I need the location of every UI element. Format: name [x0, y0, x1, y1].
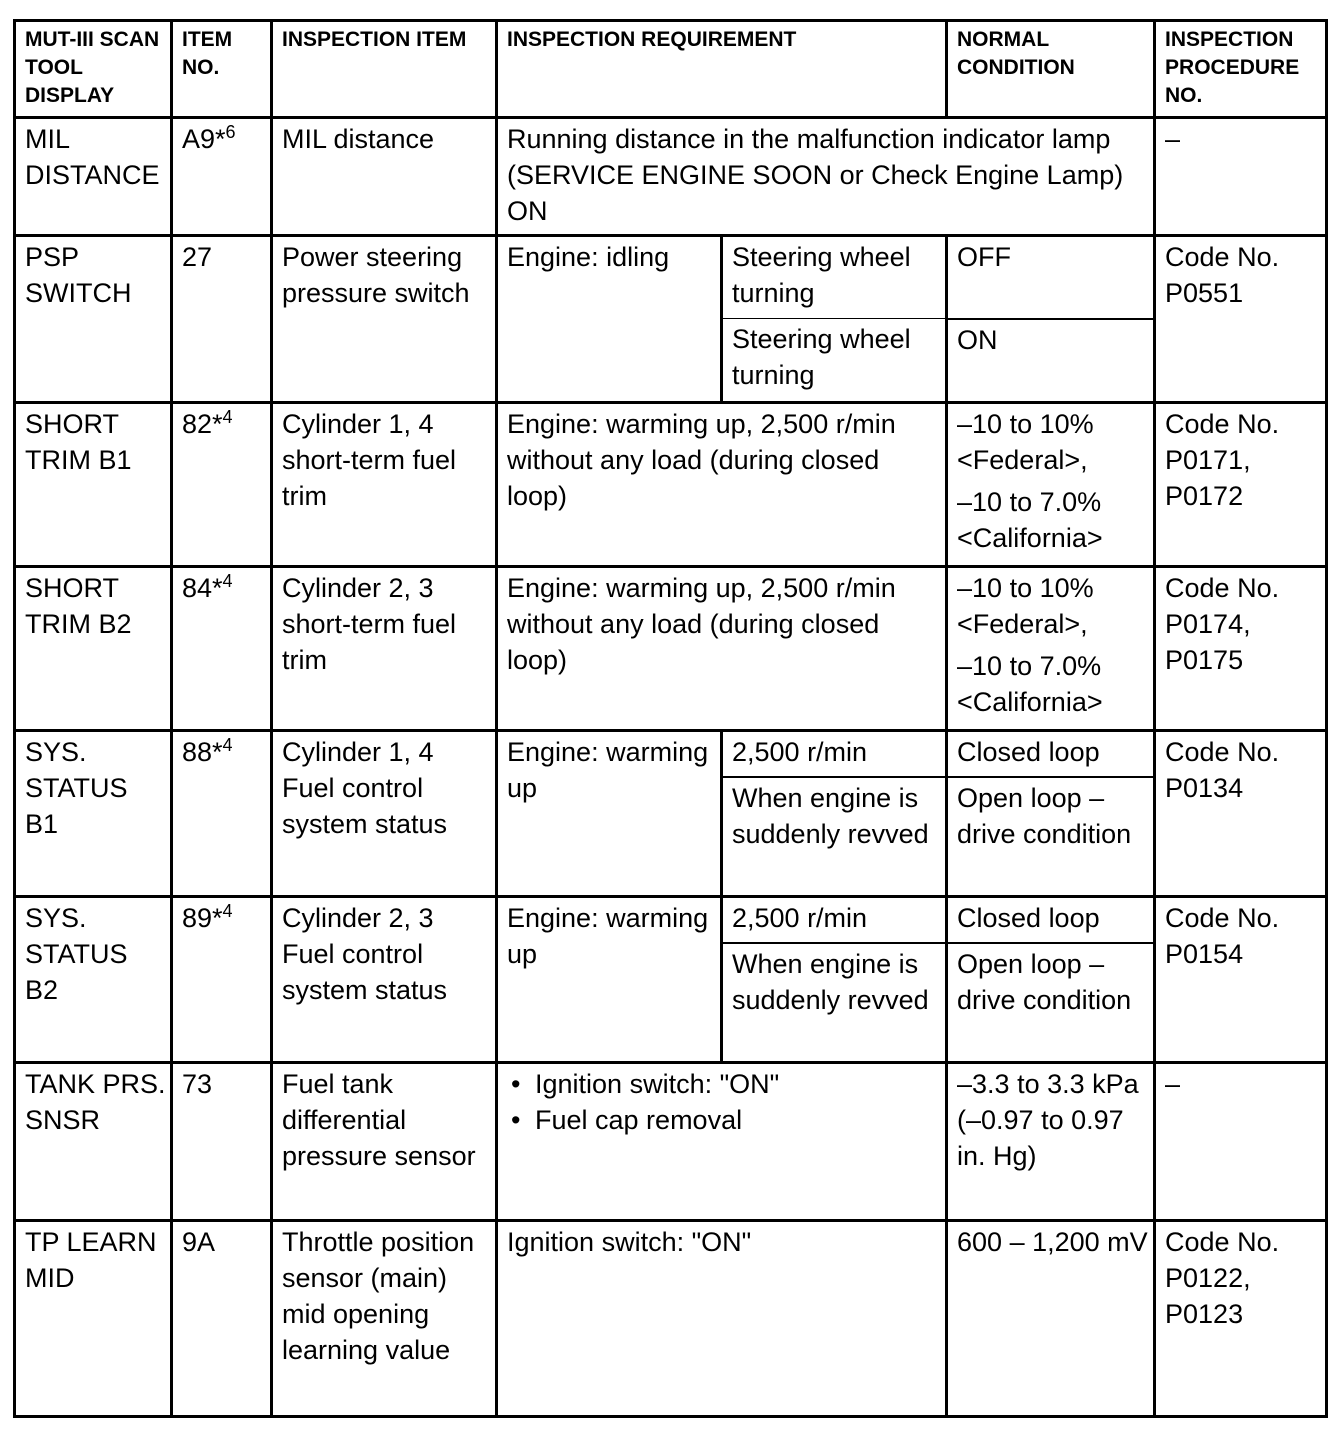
table-row: [15, 1221, 1327, 1417]
requirement-cell: Engine: warming up, 2,500 r/min without any load (during closed loop): [497, 403, 947, 567]
header-procedure-no: INSPECTION PROCEDURE NO.: [1155, 21, 1327, 118]
item-cell: Power steering pressure switch: [272, 236, 497, 403]
normal-cell: Closed loop: [947, 897, 1155, 943]
requirement-list: [507, 1066, 941, 1138]
header-item-no: ITEM NO.: [172, 21, 272, 118]
item-no-cell: A9*$^6$: [172, 118, 272, 236]
requirement-cell: Engine: idling: [497, 236, 722, 403]
inspection-table: [13, 19, 1328, 1418]
condition-cell: Steering wheel turning: [722, 319, 947, 403]
procedure-cell: –: [1155, 1063, 1327, 1221]
requirement-cell: [497, 1063, 947, 1221]
normal-line: –10 to 10% <Federal>,: [957, 573, 1094, 639]
header-inspection-requirement: INSPECTION REQUIREMENT: [497, 21, 947, 118]
display-cell: TANK PRS. SNSR: [15, 1063, 172, 1221]
header-inspection-item: INSPECTION ITEM: [272, 21, 497, 118]
display-cell: MIL DISTANCE: [15, 118, 172, 236]
procedure-cell: –: [1155, 118, 1327, 236]
item-cell: Cylinder 2, 3 Fuel control system status: [272, 897, 497, 1063]
list-item: • Fuel cap removal: [535, 1102, 941, 1138]
item-cell: Cylinder 1, 4 short-term fuel trim: [272, 403, 497, 567]
condition-cell: When engine is suddenly revved: [722, 777, 947, 897]
condition-cell: 2,500 r/min: [722, 897, 947, 943]
normal-cell: ON: [947, 319, 1155, 403]
procedure-cell: Code No. P0154: [1155, 897, 1327, 1063]
normal-line: –10 to 7.0% <California>: [957, 487, 1103, 553]
item-cell: MIL distance: [272, 118, 497, 236]
procedure-cell: Code No. P0551: [1155, 236, 1327, 403]
condition-cell: 2,500 r/min: [722, 731, 947, 777]
item-no-cell: 82*$^4$: [172, 403, 272, 567]
normal-cell: [947, 567, 1155, 731]
procedure-cell: Code No. P0171, P0172: [1155, 403, 1327, 567]
item-no-cell: 73: [172, 1063, 272, 1221]
header-normal-condition: NORMAL CONDITION: [947, 21, 1155, 118]
requirement-cell: Engine: warming up, 2,500 r/min without any load (during closed loop): [497, 567, 947, 731]
normal-cell: Closed loop: [947, 731, 1155, 777]
list-item: • Ignition switch: "ON": [535, 1066, 941, 1102]
table-row: [15, 897, 1327, 943]
normal-cell: Open loop – drive condition: [947, 777, 1155, 897]
table-row: [15, 731, 1327, 777]
normal-cell: Open loop – drive condition: [947, 943, 1155, 1063]
normal-cell: OFF: [947, 236, 1155, 319]
requirement-cell: Engine: warming up: [497, 731, 722, 897]
item-no-cell: 9A: [172, 1221, 272, 1417]
display-cell: SHORT TRIM B1: [15, 403, 172, 567]
condition-cell: When engine is suddenly revved: [722, 943, 947, 1063]
normal-cell: 600 – 1,200 mV: [947, 1221, 1155, 1417]
table-row: [15, 567, 1327, 731]
table-row: [15, 403, 1327, 567]
table-row: [15, 118, 1327, 236]
display-cell: PSP SWITCH: [15, 236, 172, 403]
item-cell: Cylinder 2, 3 short-term fuel trim: [272, 567, 497, 731]
item-no-cell: 27: [172, 236, 272, 403]
normal-cell: [947, 403, 1155, 567]
display-cell: SYS. STATUS B2: [15, 897, 172, 1063]
normal-cell: –3.3 to 3.3 kPa (–0.97 to 0.97 in. Hg): [947, 1063, 1155, 1221]
item-cell: Cylinder 1, 4 Fuel control system status: [272, 731, 497, 897]
table-row: [15, 1063, 1327, 1221]
display-cell: SHORT TRIM B2: [15, 567, 172, 731]
header-display: MUT-III SCAN TOOL DISPLAY: [15, 21, 172, 118]
display-cell: TP LEARN MID: [15, 1221, 172, 1417]
item-no-cell: 84*$^4$: [172, 567, 272, 731]
table-row: [15, 236, 1327, 319]
item-cell: [272, 1221, 497, 1417]
procedure-cell: Code No. P0122, P0123: [1155, 1221, 1327, 1417]
requirement-cell: Running distance in the malfunction indicator lamp (SERVICE ENGINE SOON or Check Engine Lamp) ON: [497, 118, 1155, 236]
condition-cell: Steering wheel turning: [722, 236, 947, 319]
item-no-cell: 88*$^4$: [172, 731, 272, 897]
requirement-cell: Ignition switch: "ON": [497, 1221, 947, 1417]
normal-line: –10 to 10% <Federal>,: [957, 409, 1094, 475]
procedure-cell: Code No. P0174, P0175: [1155, 567, 1327, 731]
item-no-cell: 89*$^4$: [172, 897, 272, 1063]
item-line: mid opening learning value: [282, 1299, 451, 1365]
procedure-cell: Code No. P0134: [1155, 731, 1327, 897]
header-row: [15, 21, 1327, 118]
normal-line: –10 to 7.0% <California>: [957, 651, 1103, 717]
display-cell: SYS. STATUS B1: [15, 731, 172, 897]
item-cell: Fuel tank differential pressure sensor: [272, 1063, 497, 1221]
requirement-cell: Engine: warming up: [497, 897, 722, 1063]
item-line: Throttle position sensor (main): [282, 1227, 475, 1293]
